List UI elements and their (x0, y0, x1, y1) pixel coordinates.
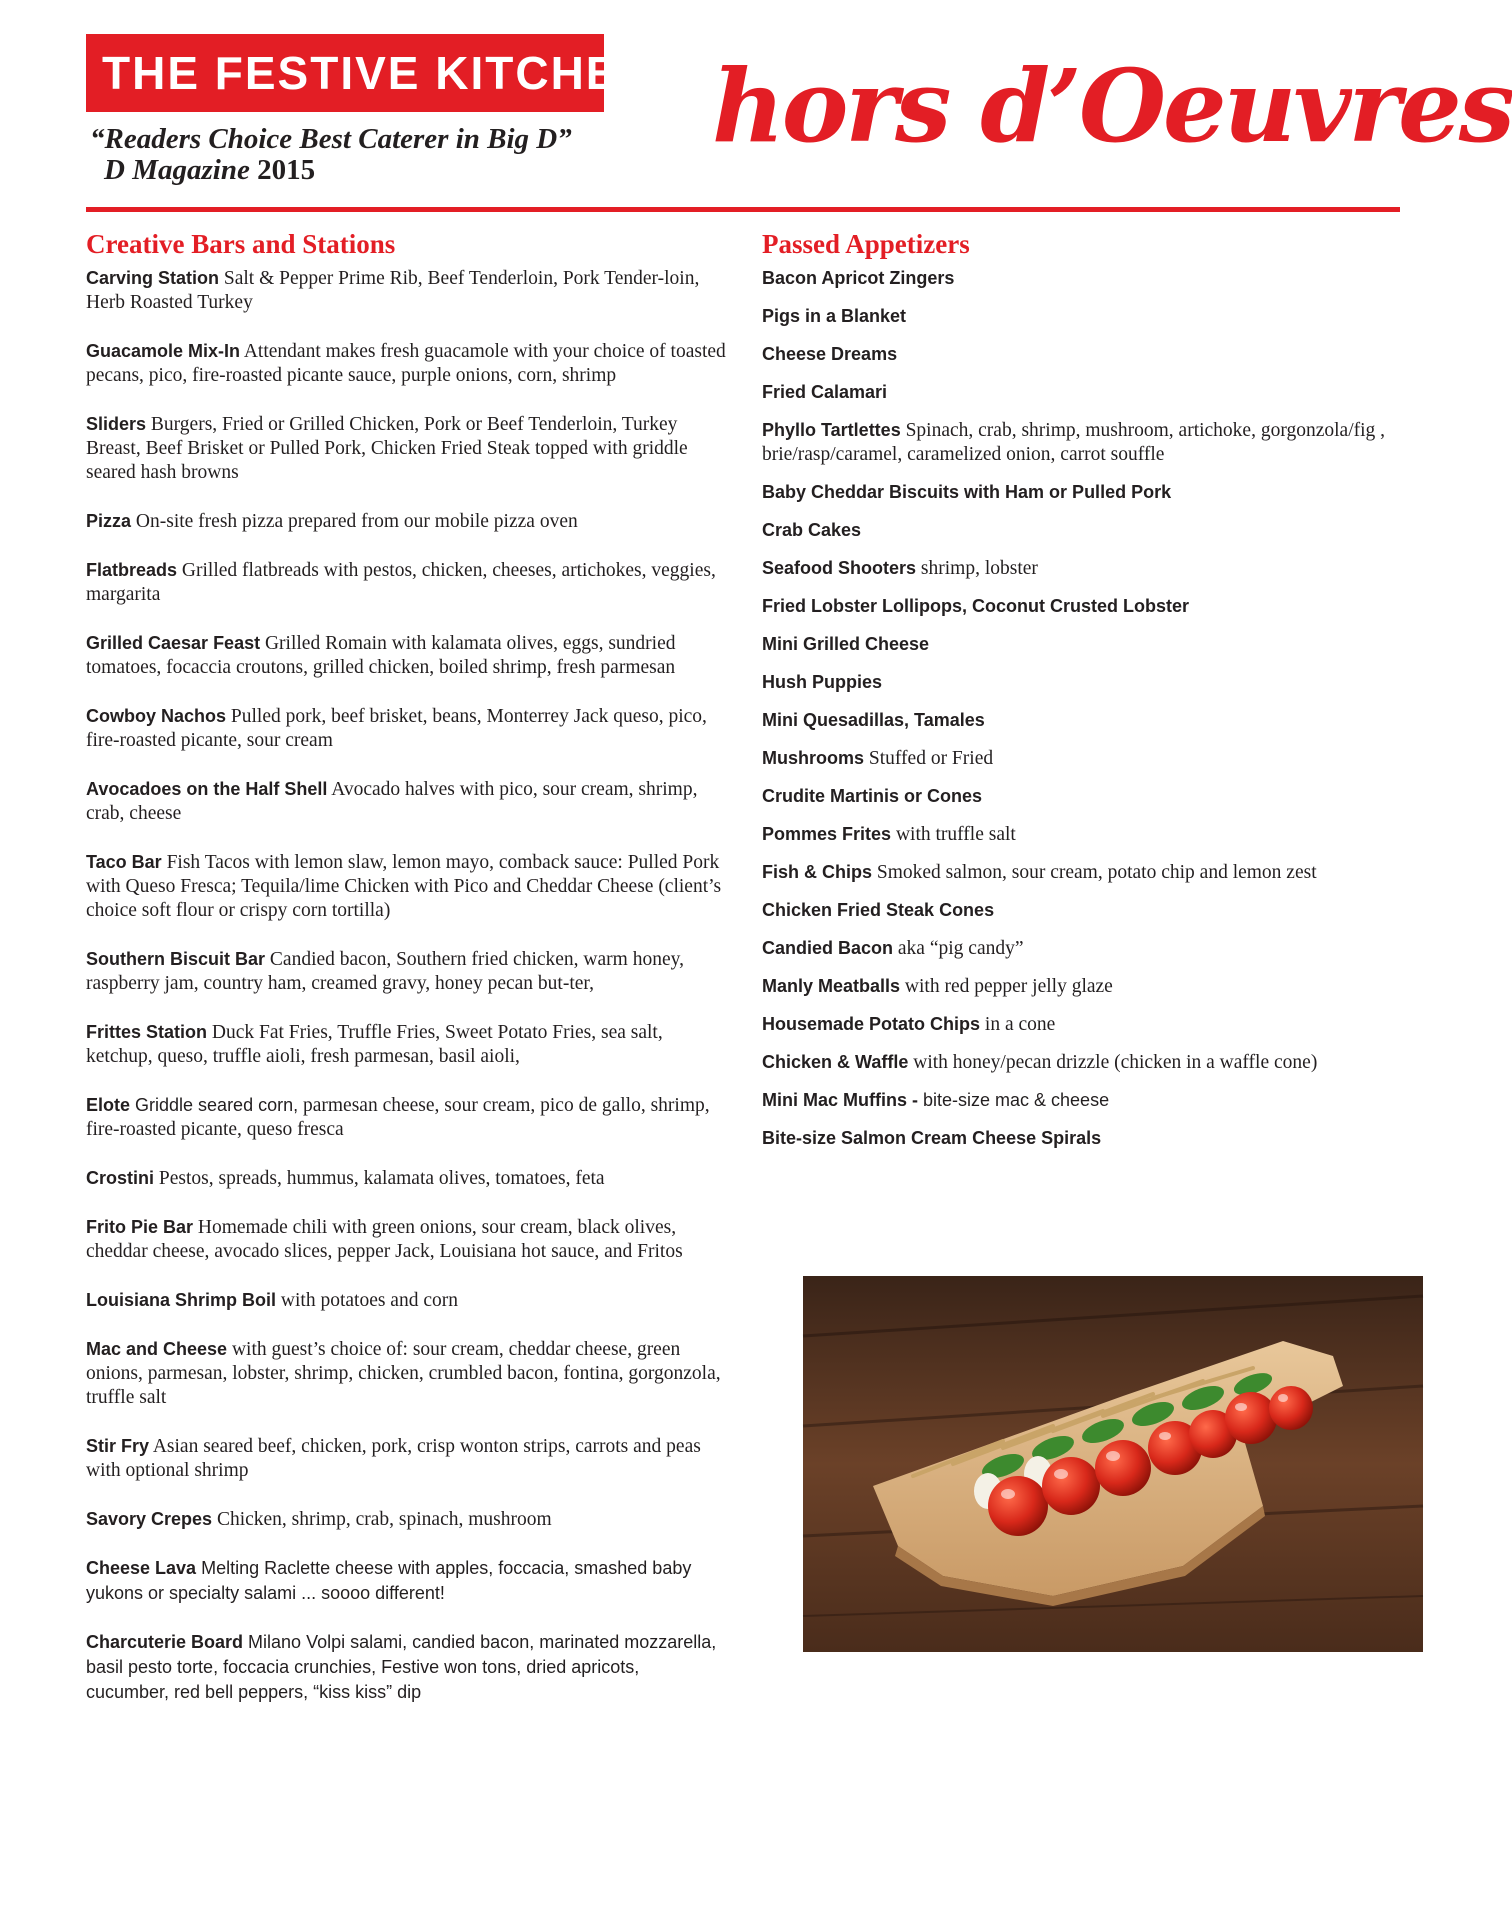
stations-item-description: with guest’s choice of: sour cream, cheddar cheese, green onions, parmesan, lobster, shrimp, chicken, crumbled bacon, fontina, gorgonzola, truffle salt (86, 1339, 721, 1408)
appetizers-item-name: Baby Cheddar Biscuits with Ham or Pulled Pork (762, 482, 1172, 502)
appetizers-item-name: Bacon Apricot Zingers (762, 268, 955, 288)
appetizers-item-description-sans: bite-size mac & cheese (923, 1090, 1110, 1110)
stations-item-description: parmesan cheese, sour cream, pico de gallo, shrimp, fire-roasted picante, queso fresca (86, 1095, 710, 1140)
appetizers-item-description: Stuffed or Fried (864, 748, 994, 769)
appetizers-item-description: with red pepper jelly glaze (900, 976, 1113, 997)
stations-item-name: Frito Pie Bar (86, 1217, 194, 1237)
stations-item-description: Grilled Romain with kalamata olives, eggs, sundried tomatoes, focaccia croutons, grilled chicken, boiled shrimp, fresh parmesan (86, 633, 676, 678)
tagline (90, 124, 650, 186)
stations-item-description: with potatoes and corn (276, 1290, 458, 1311)
stations-item (86, 1434, 726, 1483)
appetizers-item-name: Fried Calamari (762, 382, 888, 402)
stations-item-description: Avocado halves with pico, sour cream, shrimp, crab, cheese (86, 779, 698, 824)
appetizers-item-description: in a cone (980, 1014, 1056, 1035)
stations-item-name: Mac and Cheese (86, 1339, 228, 1359)
stations-item-description: Salt & Pepper Prime Rib, Beef Tenderloin, Pork Tender-loin, Herb Roasted Turkey (86, 268, 700, 313)
stations-item (86, 631, 726, 680)
appetizers-item (762, 860, 1402, 885)
appetizers-item-name: Crab Cakes (762, 520, 862, 540)
appetizers-item (762, 784, 1402, 809)
stations-item (86, 947, 726, 996)
stations-item-description-sans: Griddle seared corn, (130, 1095, 299, 1115)
appetizers-item-name: Chicken & Waffle (762, 1052, 909, 1072)
stations-item-description: Pestos, spreads, hummus, kalamata olives, tomatoes, feta (154, 1168, 605, 1189)
stations-item-description: Attendant makes fresh guacamole with your choice of toasted pecans, pico, fire-roasted picante sauce, purple onions, corn, shrimp (86, 341, 726, 386)
stations-item-description-sans: Melting Raclette cheese with apples, foccacia, smashed baby yukons or specialty salami ... soooo different! (86, 1558, 692, 1603)
appetizers-item (762, 974, 1402, 999)
stations-item-description: Homemade chili with green onions, sour cream, black olives, cheddar cheese, avocado slices, pepper Jack, Louisiana hot sauce, and Fritos (86, 1217, 683, 1262)
appetizers-item (762, 380, 1402, 405)
stations-item-description: Duck Fat Fries, Truffle Fries, Sweet Potato Fries, sea salt, ketchup, queso, truffle aioli, fresh parmesan, basil aioli, (86, 1022, 663, 1067)
appetizers-item-name: Pigs in a Blanket (762, 306, 907, 326)
appetizers-item (762, 418, 1402, 467)
appetizers-item (762, 822, 1402, 847)
appetizers-item (762, 304, 1402, 329)
stations-item (86, 1166, 726, 1191)
stations-item (86, 1288, 726, 1313)
appetizers-item-name: Phyllo Tartlettes (762, 420, 901, 440)
appetizers-item-description: with truffle salt (891, 824, 1016, 845)
stations-item-name: Flatbreads (86, 560, 178, 580)
brand-logo (86, 34, 667, 112)
tagline-quote: “Readers Choice Best Caterer in Big D” (90, 123, 572, 155)
appetizers-item (762, 898, 1402, 923)
stations-item-description-sans: Milano Volpi salami, candied bacon, marinated mozzarella, basil pesto torte, foccacia crunchies, Festive won tons, dried apricots, cucumber, red bell peppers, “kiss kiss” dip (86, 1632, 717, 1702)
appetizers-item-name: Bite-size Salmon Cream Cheese Spirals (762, 1128, 1102, 1148)
page-title: hors d’Oeuvres (712, 47, 1512, 165)
appetizers-item (762, 518, 1402, 543)
caprese-skewers-photo (803, 1276, 1423, 1652)
appetizers-item-name: Pommes Frites (762, 824, 892, 844)
appetizers-item (762, 936, 1402, 961)
appetizers-item (762, 1050, 1402, 1075)
appetizers-item-name: Fried Lobster Lollipops, Coconut Crusted Lobster (762, 596, 1190, 616)
appetizers-item (762, 1126, 1402, 1151)
stations-item (86, 850, 726, 923)
stations-item-description: Grilled flatbreads with pestos, chicken, cheeses, artichokes, veggies, margarita (86, 560, 716, 605)
stations-item (86, 1337, 726, 1410)
header-divider (86, 207, 1400, 212)
stations-column (86, 226, 726, 1729)
stations-item-name: Crostini (86, 1168, 155, 1188)
stations-item-description: Pulled pork, beef brisket, beans, Monterrey Jack queso, pico, fire-roasted picante, sour cream (86, 706, 707, 751)
tagline-source (90, 155, 650, 186)
appetizers-item-name: Fish & Chips (762, 862, 873, 882)
stations-item-name: Stir Fry (86, 1436, 150, 1456)
stations-item-name: Savory Crepes (86, 1509, 213, 1529)
tagline-magazine: D Magazine (104, 154, 250, 186)
stations-item-name: Cheese Lava (86, 1558, 197, 1578)
stations-item-description: Candied bacon, Southern fried chicken, warm honey, raspberry jam, country ham, creamed gravy, honey pecan but-ter, (86, 949, 684, 994)
stations-item (86, 1215, 726, 1264)
stations-item-description: On-site fresh pizza prepared from our mobile pizza oven (131, 511, 578, 532)
stations-item-description: Asian seared beef, chicken, pork, crisp wonton strips, carrots and peas with optional shrimp (86, 1436, 701, 1481)
stations-item-description: Chicken, shrimp, crab, spinach, mushroom (212, 1509, 552, 1530)
stations-item-description: Fish Tacos with lemon slaw, lemon mayo, comback sauce: Pulled Pork with Queso Fresca; Tequila/lime Chicken with Pico and Cheddar Cheese (client’s choice soft flour or crispy corn tortilla) (86, 852, 722, 921)
appetizers-item (762, 594, 1402, 619)
stations-item-name: Frittes Station (86, 1022, 208, 1042)
appetizers-heading: Passed Appetizers (762, 229, 970, 259)
appetizers-item-description: with honey/pecan drizzle (chicken in a waffle cone) (908, 1052, 1318, 1073)
stations-heading: Creative Bars and Stations (86, 229, 396, 259)
appetizers-item-name: Seafood Shooters (762, 558, 917, 578)
stations-item (86, 558, 726, 607)
appetizers-item (762, 556, 1402, 581)
appetizers-item (762, 342, 1402, 367)
appetizers-item-name: Hush Puppies (762, 672, 883, 692)
appetizers-item-description: Spinach, crab, shrimp, mushroom, artichoke, gorgonzola/fig , brie/rasp/caramel, caramelized onion, carrot souffle (762, 420, 1386, 465)
appetizers-item-name: Cheese Dreams (762, 344, 898, 364)
appetizers-item-name: Housemade Potato Chips (762, 1014, 981, 1034)
appetizers-item-name: Crudite Martinis or Cones (762, 786, 983, 806)
stations-item-name: Avocadoes on the Half Shell (86, 779, 328, 799)
appetizers-item (762, 480, 1402, 505)
stations-item (86, 1093, 726, 1142)
stations-item (86, 777, 726, 826)
appetizers-item (762, 1088, 1402, 1113)
stations-item (86, 1630, 726, 1705)
appetizers-item-name: Mushrooms (762, 748, 865, 768)
appetizers-item (762, 708, 1402, 733)
stations-item-description: Burgers, Fried or Grilled Chicken, Pork or Beef Tenderloin, Turkey Breast, Beef Brisket or Pulled Pork, Chicken Fried Steak topped with griddle seared hash browns (86, 414, 688, 483)
registered-mark: ® (653, 49, 667, 65)
stations-item (86, 509, 726, 534)
stations-item-name: Sliders (86, 414, 147, 434)
appetizers-item-name: Candied Bacon (762, 938, 894, 958)
appetizers-item-name: Mini Quesadillas, Tamales (762, 710, 985, 730)
stations-item (86, 1507, 726, 1532)
stations-item-name: Guacamole Mix-In (86, 341, 241, 361)
stations-item-name: Carving Station (86, 268, 220, 288)
appetizers-item (762, 746, 1402, 771)
appetizers-item (762, 1012, 1402, 1037)
appetizers-item-name: Manly Meatballs (762, 976, 901, 996)
appetizers-item-name: Mini Grilled Cheese (762, 634, 930, 654)
stations-item-name: Southern Biscuit Bar (86, 949, 266, 969)
stations-item-name: Grilled Caesar Feast (86, 633, 261, 653)
appetizers-item-description: shrimp, lobster (916, 558, 1038, 579)
appetizers-item-description: aka “pig candy” (893, 938, 1024, 959)
stations-item (86, 412, 726, 485)
stations-item (86, 339, 726, 388)
appetizers-item-name: Mini Mac Muffins - (762, 1090, 923, 1110)
stations-item (86, 1020, 726, 1069)
stations-item-name: Cowboy Nachos (86, 706, 227, 726)
stations-item (86, 266, 726, 315)
brand-name: THE FESTIVE KITCHEN (102, 47, 654, 99)
stations-item-name: Taco Bar (86, 852, 162, 872)
appetizers-item (762, 670, 1402, 695)
appetizers-item (762, 266, 1402, 291)
appetizers-column (762, 226, 1402, 1164)
stations-list (86, 266, 726, 1705)
stations-item (86, 1556, 726, 1606)
appetizers-list (762, 266, 1402, 1151)
stations-item-name: Charcuterie Board (86, 1632, 244, 1652)
appetizers-item (762, 632, 1402, 657)
stations-item-name: Elote (86, 1095, 131, 1115)
appetizers-item-name: Chicken Fried Steak Cones (762, 900, 995, 920)
tagline-year: 2015 (257, 154, 316, 186)
stations-item-name: Louisiana Shrimp Boil (86, 1290, 277, 1310)
stations-item-name: Pizza (86, 511, 132, 531)
appetizers-item-description: Smoked salmon, sour cream, potato chip and lemon zest (872, 862, 1317, 883)
stations-item (86, 704, 726, 753)
